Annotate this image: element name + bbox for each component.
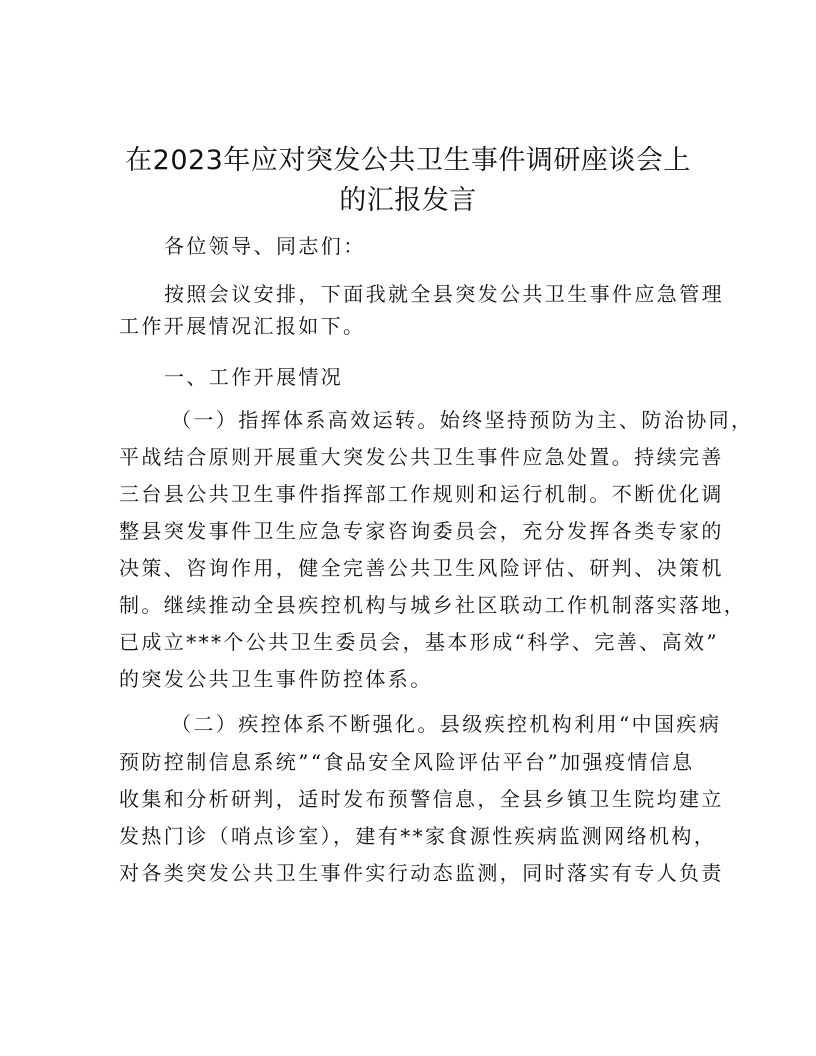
paragraph-line: 三台县公共卫生事件指挥部工作规则和运行机制。不断优化调: [119, 482, 724, 506]
document-title-line-2: 的汇报发言: [339, 185, 477, 216]
paragraph-line: （一）指挥体系高效运转。始终坚持预防为主、防治协同，: [171, 408, 754, 432]
intro-line: 工作开展情况汇报如下。: [119, 314, 366, 338]
paragraph-line: 发热门诊（哨点诊室），建有**家食源性疾病监测网络机构，: [119, 824, 717, 848]
paragraph-line: 制。继续推动全县疾控机构与城乡社区联动工作机制落实落地，: [119, 593, 747, 617]
paragraph-line: 决策、咨询作用，健全完善公共卫生风险评估、研判、决策机: [119, 556, 724, 580]
salutation: 各位领导、同志们：: [164, 234, 366, 258]
paragraph-line: 收集和分析研判，适时发布预警信息，全县乡镇卫生院均建立: [119, 787, 724, 811]
paragraph-line: 平战结合原则开展重大突发公共卫生事件应急处置。持续完善: [119, 445, 724, 469]
intro-line: 按照会议安排，下面我就全县突发公共卫生事件应急管理: [164, 282, 724, 306]
paragraph-line: 对各类突发公共卫生事件实行动态监测，同时落实有专人负责: [119, 861, 724, 885]
paragraph-line: 预防控制信息系统”“食品安全风险评估平台”加强疫情信息: [119, 750, 695, 774]
paragraph-line: （二）疾控体系不断强化。县级疾控机构利用“中国疾病: [171, 712, 722, 736]
paragraph-line: 的突发公共卫生事件防控体系。: [119, 667, 433, 691]
paragraph-line: 整县突发事件卫生应急专家咨询委员会，充分发挥各类专家的: [119, 519, 724, 543]
document-title-line-1: 在2023年应对突发公共卫生事件调研座谈会上: [125, 145, 691, 176]
section-heading: 一、工作开展情况: [164, 365, 344, 389]
paragraph-line: 已成立***个公共卫生委员会，基本形成“科学、完善、高效”: [119, 630, 720, 654]
